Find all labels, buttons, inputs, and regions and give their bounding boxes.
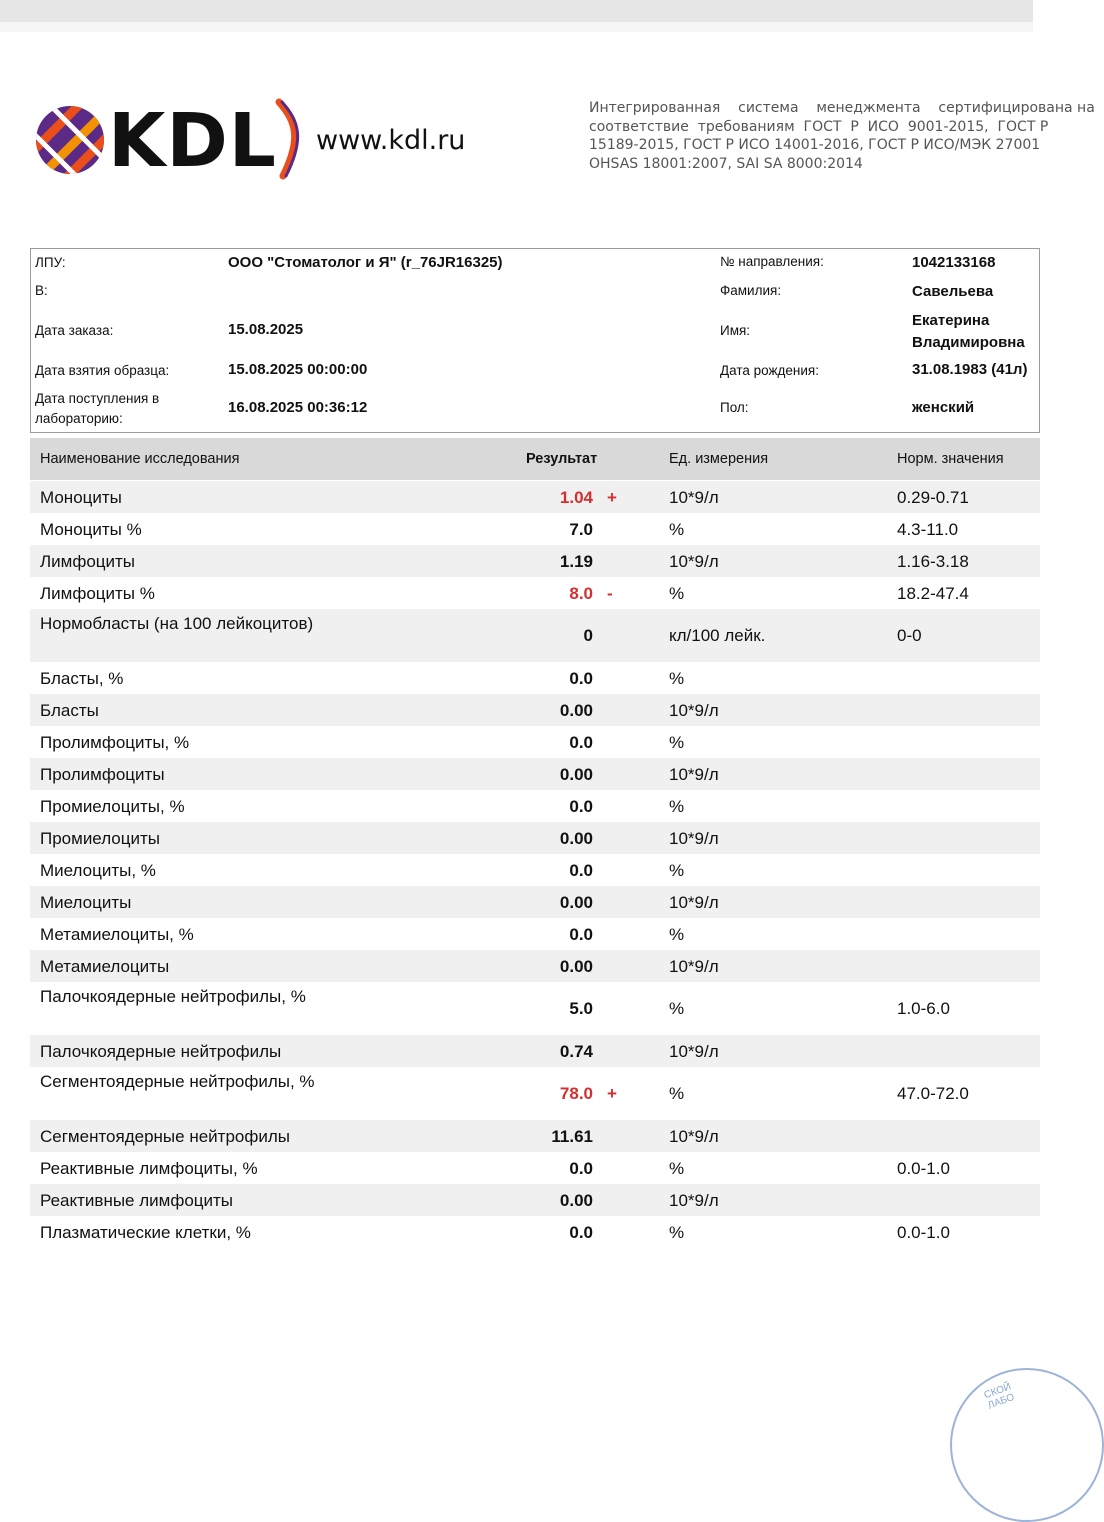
row-unit: 10*9/л bbox=[669, 828, 719, 848]
surname-label: Фамилия: bbox=[720, 283, 782, 298]
header-result: Результат bbox=[526, 451, 598, 467]
row-result: 0.0 bbox=[569, 924, 593, 944]
kdl-globe-icon bbox=[32, 102, 108, 178]
row-name: Лимфоциты bbox=[40, 551, 136, 571]
row-unit: 10*9/л bbox=[669, 1190, 719, 1210]
table-row bbox=[30, 790, 1040, 822]
lab-date-value: 16.08.2025 00:36:12 bbox=[228, 399, 368, 416]
table-row bbox=[30, 662, 1040, 694]
row-result: 0.00 bbox=[559, 892, 593, 912]
table-row bbox=[30, 822, 1040, 854]
row-unit: % bbox=[669, 860, 685, 880]
row-result: 1.19 bbox=[559, 551, 593, 571]
table-row bbox=[30, 982, 1040, 1035]
surname-value: Савельева bbox=[912, 283, 994, 300]
row-unit: % bbox=[669, 924, 685, 944]
row-result: 0.00 bbox=[559, 956, 593, 976]
order-date-value: 15.08.2025 bbox=[228, 321, 304, 338]
sample-date-label: Дата взятия образца: bbox=[35, 363, 170, 378]
row-result: 0.0 bbox=[569, 860, 593, 880]
table-row bbox=[30, 918, 1040, 950]
row-name: Моноциты % bbox=[40, 519, 142, 539]
order-date-label: Дата заказа: bbox=[35, 323, 114, 338]
row-result: 5.0 bbox=[569, 999, 593, 1018]
logo-wordmark: KDL bbox=[108, 98, 277, 184]
sex-label: Пол: bbox=[720, 400, 749, 415]
row-flag: + bbox=[607, 1084, 617, 1103]
row-result: 1.04 bbox=[559, 487, 593, 507]
certification-text: Интегрированная система менеджмента сертифицирована на соответствие требованиям ГОСТ Р ИСО 9001-2015, ГОСТ Р 15189-2015, ГОСТ Р ИСО 14001-2016, ГОСТ Р ИСО/МЭК 27001 OHSAS 18001:2007, SAI SA 8000:2014 bbox=[589, 100, 1095, 172]
row-name: Палочкоядерные нейтрофилы, % bbox=[40, 987, 306, 1006]
lpu-value: ООО "Стоматолог и Я" (r_76JR16325) bbox=[228, 254, 503, 271]
row-result: 0.0 bbox=[569, 668, 593, 688]
row-name: Промиелоциты bbox=[40, 828, 161, 848]
row-name: Палочкоядерные нейтрофилы bbox=[40, 1041, 282, 1061]
row-name: Лимфоциты % bbox=[40, 583, 155, 603]
row-unit: 10*9/л bbox=[669, 892, 719, 912]
row-name: Промиелоциты, % bbox=[40, 796, 185, 816]
name-label: Имя: bbox=[720, 323, 751, 338]
row-name: Пролимфоциты bbox=[40, 764, 165, 784]
row-norm: 0-0 bbox=[897, 626, 922, 645]
row-result: 78.0 bbox=[559, 1084, 593, 1103]
lpu-label: ЛПУ: bbox=[35, 255, 66, 270]
row-unit: % bbox=[669, 1158, 685, 1178]
results-table-header bbox=[30, 438, 1040, 480]
row-norm: 1.0-6.0 bbox=[897, 999, 950, 1018]
row-result: 0.0 bbox=[569, 1222, 593, 1242]
table-row bbox=[30, 854, 1040, 886]
row-norm: 1.16-3.18 bbox=[897, 551, 969, 571]
row-result: 0.0 bbox=[569, 796, 593, 816]
row-name: Моноциты bbox=[40, 487, 122, 507]
row-unit: % bbox=[669, 1222, 685, 1242]
table-row bbox=[30, 545, 1040, 577]
lab-date-label: Дата поступления в лабораторию: bbox=[35, 391, 160, 426]
row-norm: 47.0-72.0 bbox=[897, 1084, 969, 1103]
row-unit: 10*9/л bbox=[669, 487, 719, 507]
row-unit: % bbox=[669, 519, 685, 539]
row-name: Пролимфоциты, % bbox=[40, 732, 190, 752]
kdl-logo bbox=[30, 92, 490, 187]
table-row bbox=[30, 577, 1040, 609]
sample-date-value: 15.08.2025 00:00:00 bbox=[228, 361, 368, 378]
table-row bbox=[30, 1067, 1040, 1120]
row-result: 8.0 bbox=[569, 583, 593, 603]
table-row bbox=[30, 726, 1040, 758]
row-name: Бласты bbox=[40, 700, 99, 720]
v-label: В: bbox=[35, 283, 48, 298]
table-row bbox=[30, 950, 1040, 982]
row-norm: 18.2-47.4 bbox=[897, 583, 969, 603]
table-row bbox=[30, 1216, 1040, 1248]
table-row bbox=[30, 886, 1040, 918]
row-result: 11.61 bbox=[551, 1126, 593, 1146]
row-unit: 10*9/л bbox=[669, 956, 719, 976]
row-unit: 10*9/л bbox=[669, 551, 719, 571]
table-row bbox=[30, 1184, 1040, 1216]
row-norm: 0.0-1.0 bbox=[897, 1158, 950, 1178]
row-name: Реактивные лимфоциты bbox=[40, 1190, 234, 1210]
header-unit: Ед. измерения bbox=[669, 451, 769, 467]
row-name: Миелоциты, % bbox=[40, 860, 156, 880]
table-row bbox=[30, 1120, 1040, 1152]
row-unit: % bbox=[669, 668, 685, 688]
row-name: Миелоциты bbox=[40, 892, 132, 912]
row-unit: 10*9/л bbox=[669, 1126, 719, 1146]
table-row bbox=[30, 1035, 1040, 1067]
site-url: www.kdl.ru bbox=[316, 125, 466, 156]
row-unit: 10*9/л bbox=[669, 1041, 719, 1061]
dob-label: Дата рождения: bbox=[720, 363, 819, 378]
row-name: Сегментоядерные нейтрофилы, % bbox=[40, 1072, 315, 1091]
row-norm: 0.0-1.0 bbox=[897, 1222, 950, 1242]
row-unit: % bbox=[669, 583, 685, 603]
row-name: Сегментоядерные нейтрофилы bbox=[40, 1126, 290, 1146]
row-result: 0.00 bbox=[559, 764, 593, 784]
top-bar bbox=[0, 0, 1033, 22]
row-unit: 10*9/л bbox=[669, 764, 719, 784]
table-row bbox=[30, 481, 1040, 513]
row-unit: кл/100 лейк. bbox=[669, 626, 766, 645]
row-unit: 10*9/л bbox=[669, 700, 719, 720]
row-result: 0.74 bbox=[559, 1041, 593, 1061]
table-row bbox=[30, 609, 1040, 662]
row-result: 0.00 bbox=[559, 1190, 593, 1210]
header-norm: Норм. значения bbox=[897, 451, 1004, 467]
row-name: Плазматические клетки, % bbox=[40, 1222, 251, 1242]
patient-info-box bbox=[30, 248, 1040, 433]
row-result: 0.00 bbox=[559, 700, 593, 720]
name-value: Екатерина Владимировна bbox=[912, 312, 1025, 351]
row-flag: + bbox=[607, 487, 617, 507]
sex-value: женский bbox=[912, 399, 975, 416]
row-name: Реактивные лимфоциты, % bbox=[40, 1158, 258, 1178]
table-row bbox=[30, 758, 1040, 790]
row-norm: 4.3-11.0 bbox=[897, 519, 959, 539]
lab-stamp-text: СКОЙ ЛАБО bbox=[982, 1381, 1017, 1412]
row-norm: 0.29-0.71 bbox=[897, 487, 969, 507]
referral-label: № направления: bbox=[720, 254, 824, 269]
row-result: 0.0 bbox=[569, 1158, 593, 1178]
row-result: 7.0 bbox=[569, 519, 593, 539]
table-row bbox=[30, 1152, 1040, 1184]
row-result: 0 bbox=[583, 626, 593, 645]
row-unit: % bbox=[669, 999, 685, 1018]
top-bar-shadow bbox=[0, 22, 1033, 32]
row-name: Метамиелоциты, % bbox=[40, 924, 194, 944]
row-unit: % bbox=[669, 1084, 685, 1103]
row-unit: % bbox=[669, 732, 685, 752]
dob-value: 31.08.1983 (41л) bbox=[912, 361, 1028, 378]
row-flag: - bbox=[607, 583, 613, 603]
row-result: 0.0 bbox=[569, 732, 593, 752]
row-name: Бласты, % bbox=[40, 668, 124, 688]
row-unit: % bbox=[669, 796, 685, 816]
table-row bbox=[30, 513, 1040, 545]
table-row bbox=[30, 694, 1040, 726]
header-name: Наименование исследования bbox=[40, 451, 240, 467]
row-name: Метамиелоциты bbox=[40, 956, 170, 976]
row-name: Нормобласты (на 100 лейкоцитов) bbox=[40, 614, 314, 633]
chevron-right-icon bbox=[275, 100, 305, 180]
referral-value: 1042133168 bbox=[912, 254, 996, 271]
row-result: 0.00 bbox=[559, 828, 593, 848]
